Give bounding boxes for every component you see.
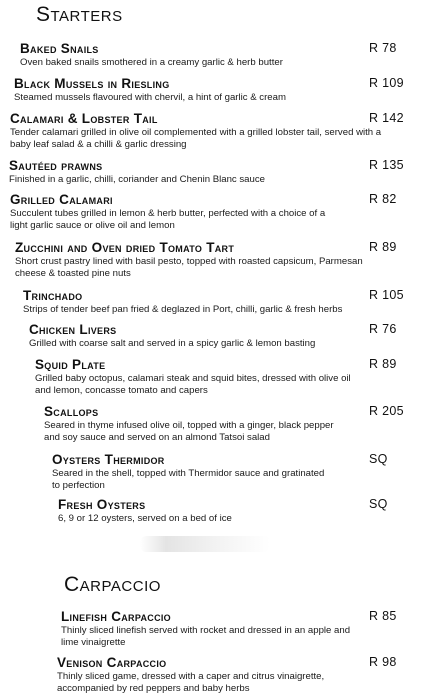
item-name: Zucchini and Oven dried Tomato Tart	[15, 240, 235, 255]
item-description: Finished in a garlic, chilli, coriander and Chenin Blanc sauce	[9, 174, 265, 185]
item-name: Sautéed prawns	[9, 158, 103, 173]
menu-item-zucchini-tart	[15, 240, 367, 280]
item-description: Short crust pastry lined with basil pesto, topped with roasted capsicum, Parmesan cheese & toasted pine nuts	[15, 256, 363, 279]
menu-item-venison-carpaccio	[57, 655, 357, 695]
item-price: R 142	[369, 111, 404, 125]
item-description: Thinly sliced game, dressed with a caper and citrus vinaigrette, accompanied by red peppers and baby herbs	[57, 671, 325, 694]
item-description: Oven baked snails smothered in a creamy garlic & herb butter	[20, 57, 283, 68]
item-name: Venison Carpaccio	[57, 655, 167, 670]
item-name: Linefish Carpaccio	[61, 609, 171, 624]
item-name: Scallops	[44, 404, 99, 419]
item-price: R 89	[369, 240, 397, 254]
item-description: 6, 9 or 12 oysters, served on a bed of ice	[58, 513, 232, 524]
menu-item-scallops	[44, 404, 344, 444]
menu-item-baked-snails	[20, 41, 365, 69]
menu-item-trinchado	[23, 288, 388, 316]
item-price: R 105	[369, 288, 404, 302]
item-description: Succulent tubes grilled in lemon & herb butter, perfected with a choice of a light garlic sauce or olive oil and lemon	[10, 208, 326, 231]
menu-item-fresh-oysters	[58, 497, 328, 525]
item-price: R 82	[369, 192, 397, 206]
item-name: Squid Plate	[35, 357, 106, 372]
menu-item-grilled-calamari	[10, 192, 340, 232]
item-price: SQ	[369, 452, 388, 466]
menu-item-sauteed-prawns	[9, 158, 359, 186]
item-name: Fresh Oysters	[58, 497, 146, 512]
menu-item-oysters-thermidor	[52, 452, 327, 492]
item-price: R 109	[369, 76, 404, 90]
item-name: Baked Snails	[20, 41, 99, 56]
item-description: Strips of tender beef pan fried & deglazed in Port, chilli, garlic & fresh herbs	[23, 304, 343, 315]
item-name: Calamari & Lobster Tail	[10, 111, 158, 126]
menu-item-linefish-carpaccio	[61, 609, 351, 649]
item-description: Thinly sliced linefish served with rocket and dressed in an apple and lime vinaigrette	[61, 625, 351, 648]
item-price: R 85	[369, 609, 397, 623]
item-description: Grilled with coarse salt and served in a spicy garlic & lemon basting	[29, 338, 316, 349]
item-name: Black Mussels in Riesling	[14, 76, 170, 91]
menu-item-chicken-livers	[29, 322, 369, 350]
item-price: R 135	[369, 158, 404, 172]
item-description: Seared in thyme infused olive oil, topped with a ginger, black pepper and soy sauce and served on an almond Tatsoi salad	[44, 420, 334, 443]
item-price: R 205	[369, 404, 404, 418]
menu-item-squid-plate	[35, 357, 365, 397]
item-price: R 89	[369, 357, 397, 371]
item-description: Seared in the shell, topped with Thermidor sauce and gratinated to perfection	[52, 468, 325, 491]
item-description: Steamed mussels flavoured with chervil, a hint of garlic & cream	[14, 92, 286, 103]
item-price: R 98	[369, 655, 397, 669]
item-description: Tender calamari grilled in olive oil complemented with a grilled lobster tail, served with a baby leaf salad & a chilli & garlic dressing	[10, 127, 382, 150]
item-price: R 78	[369, 41, 397, 55]
menu-item-calamari-lobster	[10, 111, 382, 151]
section-title-starters: Starters	[36, 3, 123, 26]
item-price: SQ	[369, 497, 388, 511]
item-name: Grilled Calamari	[10, 192, 113, 207]
item-name: Trinchado	[23, 288, 83, 303]
item-name: Chicken Livers	[29, 322, 117, 337]
item-price: R 76	[369, 322, 397, 336]
section-title-carpaccio: Carpaccio	[64, 573, 161, 596]
item-description: Grilled baby octopus, calamari steak and squid bites, dressed with olive oil and lemon, concasse tomato and capers	[35, 373, 351, 396]
menu-item-black-mussels	[14, 76, 364, 104]
paper-smudge	[140, 536, 270, 552]
item-name: Oysters Thermidor	[52, 452, 165, 467]
